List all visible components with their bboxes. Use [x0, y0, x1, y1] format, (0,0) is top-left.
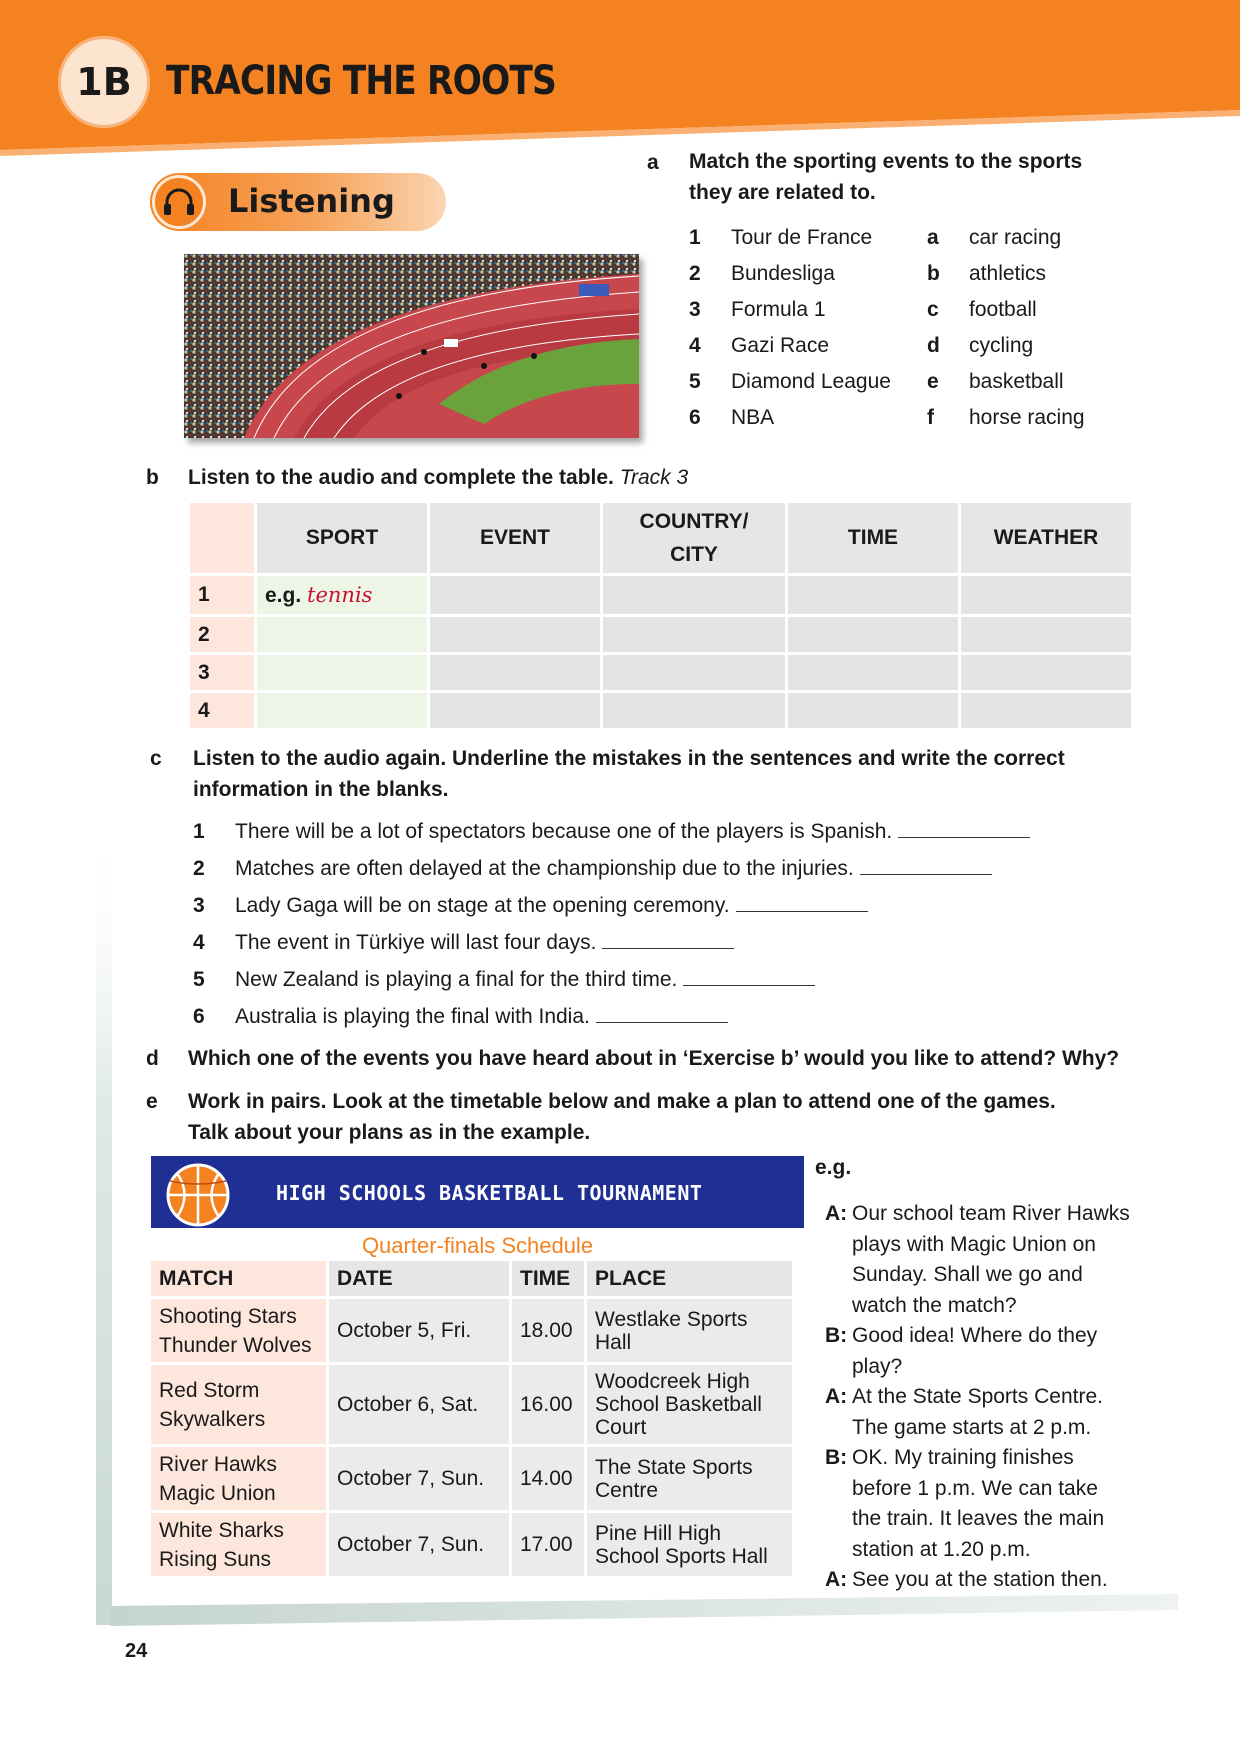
- item-number: 6: [689, 406, 701, 429]
- unit-number: 1B: [76, 60, 132, 104]
- exercise-letter-e: e: [146, 1090, 158, 1113]
- team-name: White Sharks: [159, 1518, 284, 1542]
- listening-table: [187, 500, 1134, 731]
- exercise-d-instruction: Which one of the events you have heard about in ‘Exercise b’ would you like to attend? Why?: [188, 1047, 1120, 1070]
- dialogue-text: station at 1.20 p.m.: [852, 1537, 1031, 1561]
- table-row: [190, 617, 1131, 652]
- list-item: [193, 968, 1153, 1005]
- sentence: [235, 931, 734, 955]
- match-cell: [151, 1299, 326, 1362]
- sentence: [235, 1005, 728, 1029]
- sentence-text: There will be a lot of spectators because one of the players is Spanish.: [235, 820, 893, 843]
- dialogue-text: before 1 p.m. We can take: [852, 1476, 1098, 1500]
- place-line: Centre: [595, 1478, 659, 1502]
- row-number: 4: [190, 693, 254, 728]
- option-letter: a: [927, 226, 939, 249]
- place-line: Court: [595, 1416, 647, 1439]
- sentence: [235, 894, 868, 918]
- dialogue-text: Good idea! Where do they: [852, 1324, 1098, 1347]
- item-number: 5: [689, 370, 701, 393]
- schedule-table: [148, 1258, 795, 1579]
- event-name: Tour de France: [731, 226, 873, 249]
- item-number: 1: [689, 226, 701, 249]
- page-title: TRACING THE ROOTS: [166, 58, 556, 104]
- item-number: 6: [193, 1005, 205, 1028]
- speaker-label: B:: [825, 1324, 848, 1347]
- list-item: [689, 370, 1109, 406]
- date-cell: October 6, Sat.: [329, 1365, 509, 1444]
- dialogue-text: See you at the station then.: [852, 1568, 1108, 1591]
- table-row: [151, 1513, 792, 1576]
- time-answer-cell[interactable]: [788, 693, 958, 728]
- option-letter: f: [927, 406, 934, 429]
- list-item: [193, 931, 1153, 968]
- item-number: 4: [193, 931, 205, 954]
- sentence-text: The event in Türkiye will last four days.: [235, 931, 597, 954]
- dialogue-text: Our school team River Hawks: [852, 1202, 1130, 1225]
- country-answer-cell[interactable]: [603, 693, 785, 728]
- event-answer-cell[interactable]: [430, 655, 600, 690]
- table-row: [190, 576, 1131, 614]
- option-letter: c: [927, 298, 939, 321]
- country-answer-cell[interactable]: [603, 655, 785, 690]
- sport-answer-cell[interactable]: [257, 617, 427, 652]
- weather-answer-cell[interactable]: [961, 576, 1131, 614]
- sport-answer-cell[interactable]: [257, 693, 427, 728]
- list-item: [193, 857, 1153, 894]
- place-line: Woodcreek High: [595, 1370, 750, 1393]
- list-item: [689, 406, 1109, 442]
- table-row: [151, 1447, 792, 1510]
- example-answer: tennis: [307, 582, 373, 607]
- match-cell: [151, 1365, 326, 1444]
- dialogue-text: plays with Magic Union on: [852, 1232, 1096, 1256]
- date-cell: October 5, Fri.: [329, 1299, 509, 1362]
- sentence-text: New Zealand is playing a final for the third time.: [235, 968, 678, 991]
- event-answer-cell[interactable]: [430, 576, 600, 614]
- dialogue-label: e.g.: [815, 1156, 852, 1179]
- table-header-row: [190, 503, 1131, 573]
- place-cell: [587, 1299, 792, 1362]
- sport-name: car racing: [969, 226, 1062, 249]
- sentence-list: [193, 820, 1153, 1042]
- time-answer-cell[interactable]: [788, 655, 958, 690]
- speaker-label: B:: [825, 1446, 848, 1469]
- sentence-text: Lady Gaga will be on stage at the opening ceremony.: [235, 894, 730, 917]
- team-name: Red Storm: [159, 1378, 260, 1402]
- answer-blank[interactable]: [602, 932, 734, 949]
- matching-list: [689, 226, 1109, 442]
- place-cell: [587, 1365, 792, 1444]
- match-cell: [151, 1513, 326, 1576]
- athletics-stadium-photo: [184, 254, 639, 438]
- dialogue-text: play?: [852, 1354, 903, 1378]
- answer-blank[interactable]: [860, 858, 992, 875]
- instruction-line: Listen to the audio again. Underline the mistakes in the sentences and write the correct: [193, 747, 1065, 770]
- option-letter: b: [927, 262, 940, 285]
- speaker-label: A:: [825, 1202, 848, 1225]
- headphones-icon: [152, 175, 206, 229]
- place-line: School Basketball: [595, 1393, 762, 1416]
- time-cell: 18.00: [512, 1299, 584, 1362]
- instruction-line: Talk about your plans as in the example.: [188, 1121, 591, 1144]
- place-line: The State Sports: [595, 1455, 753, 1479]
- column-header-time: TIME: [788, 503, 958, 573]
- example-prefix: e.g.: [265, 583, 302, 607]
- event-answer-cell[interactable]: [430, 617, 600, 652]
- item-number: 4: [689, 334, 701, 357]
- item-number: 2: [193, 857, 205, 880]
- exercise-a-instruction: [689, 146, 1082, 208]
- sentence: [235, 968, 815, 992]
- team-name: Skywalkers: [159, 1407, 266, 1431]
- option-letter: e: [927, 370, 939, 393]
- track-label: Track 3: [619, 466, 689, 489]
- exercise-letter-d: d: [146, 1047, 159, 1070]
- row-number: 2: [190, 617, 254, 652]
- list-item: [193, 894, 1153, 931]
- item-number: 5: [193, 968, 205, 991]
- dialogue-text: Sunday. Shall we go and: [852, 1263, 1083, 1286]
- team-name: Magic Union: [159, 1481, 276, 1505]
- weather-answer-cell[interactable]: [961, 693, 1131, 728]
- event-answer-cell[interactable]: [430, 693, 600, 728]
- country-answer-cell[interactable]: [603, 576, 785, 614]
- exercise-letter-a: a: [647, 151, 659, 174]
- exercise-letter-c: c: [150, 747, 162, 770]
- item-number: 3: [193, 894, 205, 917]
- instruction-text: Listen to the audio and complete the table.: [188, 466, 614, 489]
- exercise-e-instruction: [188, 1086, 1056, 1148]
- dialogue-line: [825, 1565, 1155, 1596]
- dialogue-line: [825, 1382, 1155, 1443]
- speaker-label: A:: [825, 1568, 848, 1591]
- unit-badge: [58, 36, 150, 128]
- answer-blank[interactable]: [736, 895, 868, 912]
- column-header-date: DATE: [329, 1261, 509, 1296]
- column-header-event: EVENT: [430, 503, 600, 573]
- sport-answer-cell[interactable]: [257, 576, 427, 614]
- team-name: Thunder Wolves: [159, 1333, 312, 1357]
- column-header-country-city: [603, 503, 785, 573]
- speaker-label: A:: [825, 1385, 848, 1408]
- event-name: Diamond League: [731, 370, 891, 393]
- dialogue-text: OK. My training finishes: [852, 1446, 1074, 1469]
- page-number: 24: [125, 1640, 148, 1662]
- answer-blank[interactable]: [596, 1006, 728, 1023]
- list-item: [193, 820, 1153, 857]
- sport-name: football: [969, 298, 1037, 321]
- team-name: Rising Suns: [159, 1547, 272, 1571]
- table-row: [151, 1365, 792, 1444]
- sentence: [235, 857, 992, 881]
- sport-name: horse racing: [969, 406, 1085, 429]
- instruction-line: Match the sporting events to the sports: [689, 150, 1083, 173]
- team-name: Shooting Stars: [159, 1304, 297, 1328]
- dialogue-text: the train. It leaves the main: [852, 1507, 1105, 1530]
- team-name: River Hawks: [159, 1452, 277, 1476]
- time-cell: 17.00: [512, 1513, 584, 1576]
- list-item: [689, 298, 1109, 334]
- weather-answer-cell[interactable]: [961, 655, 1131, 690]
- instruction-line: Work in pairs. Look at the timetable below and make a plan to attend one of the games.: [188, 1090, 1056, 1113]
- date-cell: October 7, Sun.: [329, 1513, 509, 1576]
- answer-blank[interactable]: [683, 969, 815, 986]
- list-item: [689, 226, 1109, 262]
- table-row: [151, 1299, 792, 1362]
- item-number: 2: [689, 262, 701, 285]
- weather-answer-cell[interactable]: [961, 617, 1131, 652]
- column-header-time: TIME: [512, 1261, 584, 1296]
- column-header-place: PLACE: [587, 1261, 792, 1296]
- item-number: 3: [689, 298, 701, 321]
- place-line: Pine Hill High: [595, 1521, 722, 1545]
- tournament-title: HIGH SCHOOLS BASKETBALL TOURNAMENT: [276, 1181, 703, 1205]
- column-header-sport: SPORT: [257, 503, 427, 573]
- sport-answer-cell[interactable]: [257, 655, 427, 690]
- table-row: [190, 655, 1131, 690]
- schedule-header-row: [151, 1261, 792, 1296]
- table-corner-cell: [190, 503, 254, 573]
- example-dialogue: [825, 1199, 1155, 1596]
- header-line: COUNTRY/: [639, 510, 749, 533]
- table-row: [190, 693, 1131, 728]
- list-item: [193, 1005, 1153, 1042]
- time-cell: 16.00: [512, 1365, 584, 1444]
- dialogue-text: watch the match?: [852, 1293, 1017, 1317]
- list-item: [689, 262, 1109, 298]
- column-header-match: MATCH: [151, 1261, 326, 1296]
- sport-name: cycling: [969, 334, 1034, 357]
- sentence-text: Matches are often delayed at the championship due to the injuries.: [235, 857, 854, 880]
- sentence: [235, 820, 1030, 844]
- exercise-c-instruction: [193, 743, 1065, 805]
- event-name: Gazi Race: [731, 334, 830, 357]
- dialogue-line: [825, 1199, 1155, 1321]
- place-cell: [587, 1447, 792, 1510]
- exercise-letter-b: b: [146, 466, 159, 489]
- row-number: 1: [190, 576, 254, 614]
- instruction-line: they are related to.: [689, 181, 876, 204]
- time-answer-cell[interactable]: [788, 617, 958, 652]
- place-line: School Sports Hall: [595, 1544, 768, 1568]
- list-item: [689, 334, 1109, 370]
- country-answer-cell[interactable]: [603, 617, 785, 652]
- dialogue-line: [825, 1321, 1155, 1382]
- tournament-subtitle: Quarter-finals Schedule: [361, 1233, 594, 1258]
- sport-name: athletics: [969, 262, 1047, 285]
- place-cell: [587, 1513, 792, 1576]
- column-header-weather: WEATHER: [961, 503, 1131, 573]
- item-number: 1: [193, 820, 205, 843]
- time-answer-cell[interactable]: [788, 576, 958, 614]
- event-name: Bundesliga: [731, 262, 835, 285]
- exercise-b-instruction: [188, 466, 688, 490]
- row-number: 3: [190, 655, 254, 690]
- dialogue-text: The game starts at 2 p.m.: [852, 1415, 1092, 1439]
- header-line: CITY: [670, 543, 718, 566]
- place-line: Westlake Sports Hall: [595, 1307, 748, 1354]
- basketball-icon: [162, 1161, 234, 1229]
- match-cell: [151, 1447, 326, 1510]
- date-cell: October 7, Sun.: [329, 1447, 509, 1510]
- time-cell: 14.00: [512, 1447, 584, 1510]
- event-name: Formula 1: [731, 298, 826, 321]
- option-letter: d: [927, 334, 940, 357]
- dialogue-text: At the State Sports Centre.: [852, 1385, 1103, 1408]
- dialogue-line: [825, 1443, 1155, 1565]
- event-name: NBA: [731, 406, 775, 429]
- answer-blank[interactable]: [898, 821, 1030, 838]
- sport-name: basketball: [969, 370, 1064, 393]
- section-label-listening: Listening: [228, 182, 395, 220]
- instruction-line: information in the blanks.: [193, 778, 449, 801]
- sentence-text: Australia is playing the final with India.: [235, 1005, 590, 1028]
